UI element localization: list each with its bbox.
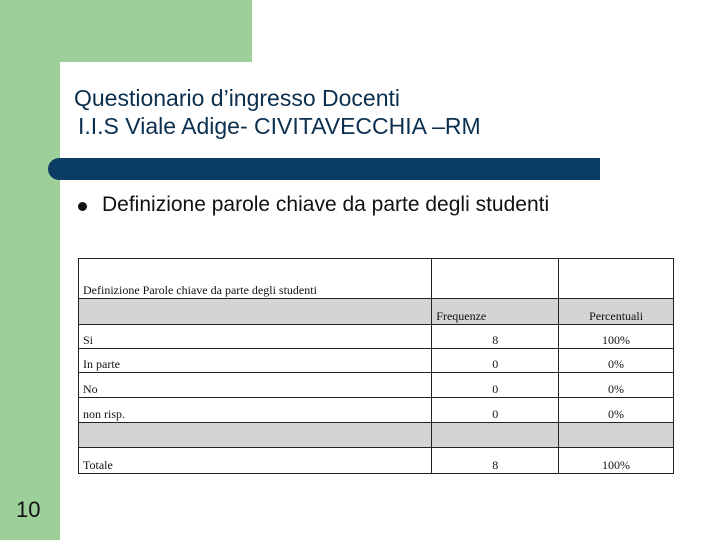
table-empty-cell xyxy=(559,423,674,448)
table-row xyxy=(79,373,674,398)
table-header-row xyxy=(79,299,674,325)
row-label: No xyxy=(79,373,432,398)
bullet-text: Definizione parole chiave da parte degli studenti xyxy=(102,193,550,216)
left-green-band xyxy=(0,0,60,540)
title-divider-bar xyxy=(48,158,600,180)
row-label: Si xyxy=(79,325,432,349)
table-empty-cell xyxy=(432,423,559,448)
table-caption: Definizione Parole chiave da parte degli studenti xyxy=(79,259,432,299)
title-line-2-prefix: I.I.S Viale Adige- xyxy=(78,113,255,139)
total-pct: 100% xyxy=(559,448,674,474)
table-row xyxy=(79,349,674,373)
row-label: In parte xyxy=(79,349,432,373)
row-pct: 0% xyxy=(559,398,674,423)
table-empty-cell xyxy=(79,299,432,325)
frequency-table xyxy=(78,258,674,474)
table-row xyxy=(79,398,674,423)
page-number: 10 xyxy=(16,497,41,522)
total-label: Totale xyxy=(79,448,432,474)
row-freq: 0 xyxy=(432,349,559,373)
table-caption-row xyxy=(79,259,674,299)
table-empty-cell xyxy=(559,259,674,299)
row-freq: 0 xyxy=(432,398,559,423)
slide-title xyxy=(74,84,481,140)
row-freq: 8 xyxy=(432,325,559,349)
top-green-band xyxy=(60,0,252,62)
table-empty-cell xyxy=(432,259,559,299)
header-percentuali: Percentuali xyxy=(559,299,674,325)
table-empty-cell xyxy=(79,423,432,448)
title-line-2-bold: CIVITAVECCHIA –RM xyxy=(254,113,481,139)
title-line-1: Questionario d’ingresso Docenti xyxy=(74,85,401,111)
total-freq: 8 xyxy=(432,448,559,474)
title-line-2 xyxy=(74,112,481,140)
row-freq: 0 xyxy=(432,373,559,398)
bullet-dot-icon xyxy=(78,202,87,211)
row-pct: 0% xyxy=(559,349,674,373)
table-total-row xyxy=(79,448,674,474)
table-row xyxy=(79,325,674,349)
row-pct: 0% xyxy=(559,373,674,398)
header-frequenze: Frequenze xyxy=(432,299,559,325)
row-label: non risp. xyxy=(79,398,432,423)
row-pct: 100% xyxy=(559,325,674,349)
table-blank-row xyxy=(79,423,674,448)
